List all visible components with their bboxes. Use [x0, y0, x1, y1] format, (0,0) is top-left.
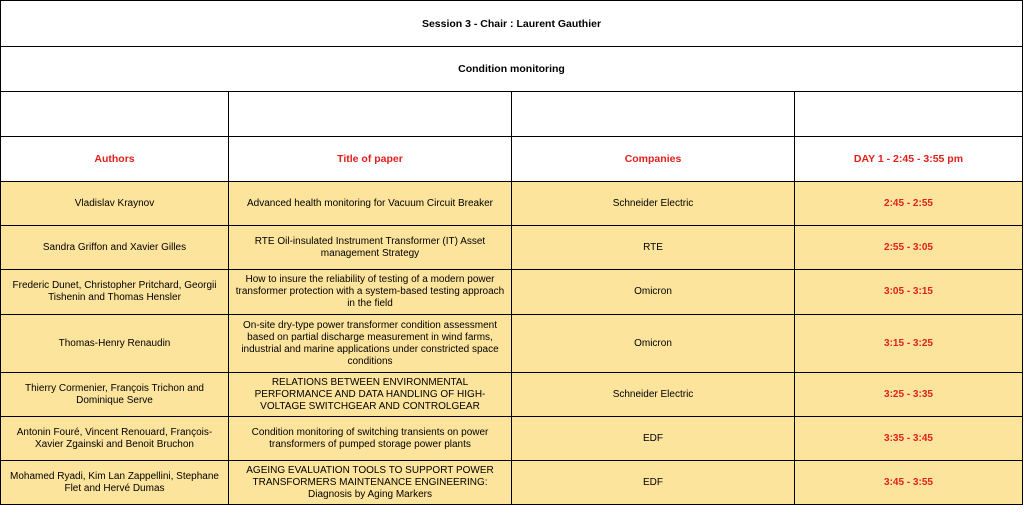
- empty-cell: [512, 92, 795, 137]
- company-cell: Omicron: [512, 315, 795, 373]
- company-cell: Schneider Electric: [512, 182, 795, 226]
- topic-title: Condition monitoring: [1, 47, 1023, 92]
- title-cell: Condition monitoring of switching transients on power transformers of pumped storage power plants: [229, 417, 512, 461]
- company-cell: EDF: [512, 417, 795, 461]
- authors-cell: Vladislav Kraynov: [1, 182, 229, 226]
- time-cell: 2:55 - 3:05: [795, 226, 1023, 270]
- time-cell: 3:25 - 3:35: [795, 373, 1023, 417]
- company-cell: EDF: [512, 461, 795, 505]
- time-cell: 3:45 - 3:55: [795, 461, 1023, 505]
- authors-cell: Mohamed Ryadi, Kim Lan Zappellini, Stephane Flet and Hervé Dumas: [1, 461, 229, 505]
- table-row: [1, 373, 1023, 417]
- title-header: Title of paper: [229, 137, 512, 182]
- companies-header: Companies: [512, 137, 795, 182]
- topic-row: [1, 47, 1023, 92]
- title-cell: RTE Oil-insulated Instrument Transformer (IT) Asset management Strategy: [229, 226, 512, 270]
- company-cell: Omicron: [512, 270, 795, 315]
- company-cell: RTE: [512, 226, 795, 270]
- header-row: [1, 137, 1023, 182]
- title-cell: Advanced health monitoring for Vacuum Circuit Breaker: [229, 182, 512, 226]
- title-cell: On-site dry-type power transformer condition assessment based on partial discharge measurement in wind farms, industrial and marine applications under constricted space conditions: [229, 315, 512, 373]
- authors-cell: Frederic Dunet, Christopher Pritchard, Georgii Tishenin and Thomas Hensler: [1, 270, 229, 315]
- time-cell: 2:45 - 2:55: [795, 182, 1023, 226]
- time-header: DAY 1 - 2:45 - 3:55 pm: [795, 137, 1023, 182]
- company-cell: Schneider Electric: [512, 373, 795, 417]
- empty-cell: [1, 92, 229, 137]
- table-row: [1, 461, 1023, 505]
- spacer-row: [1, 92, 1023, 137]
- session-title: Session 3 - Chair : Laurent Gauthier: [1, 1, 1023, 47]
- table-row: [1, 182, 1023, 226]
- authors-cell: Sandra Griffon and Xavier Gilles: [1, 226, 229, 270]
- time-cell: 3:35 - 3:45: [795, 417, 1023, 461]
- authors-header: Authors: [1, 137, 229, 182]
- table-row: [1, 226, 1023, 270]
- table-row: [1, 315, 1023, 373]
- authors-cell: Thomas-Henry Renaudin: [1, 315, 229, 373]
- table-row: [1, 270, 1023, 315]
- title-cell: AGEING EVALUATION TOOLS TO SUPPORT POWER TRANSFORMERS MAINTENANCE ENGINEERING: Diagnosis by Aging Markers: [229, 461, 512, 505]
- authors-cell: Antonin Fouré, Vincent Renouard, François-Xavier Zgainski and Benoit Bruchon: [1, 417, 229, 461]
- time-cell: 3:15 - 3:25: [795, 315, 1023, 373]
- empty-cell: [795, 92, 1023, 137]
- time-cell: 3:05 - 3:15: [795, 270, 1023, 315]
- title-cell: RELATIONS BETWEEN ENVIRONMENTAL PERFORMANCE AND DATA HANDLING OF HIGH-VOLTAGE SWITCHGEAR AND CONTROLGEAR: [229, 373, 512, 417]
- authors-cell: Thierry Cormenier, François Trichon and Dominique Serve: [1, 373, 229, 417]
- empty-cell: [229, 92, 512, 137]
- session-row: [1, 1, 1023, 47]
- title-cell: How to insure the reliability of testing of a modern power transformer protection with a system-based testing approach in the field: [229, 270, 512, 315]
- table-row: [1, 417, 1023, 461]
